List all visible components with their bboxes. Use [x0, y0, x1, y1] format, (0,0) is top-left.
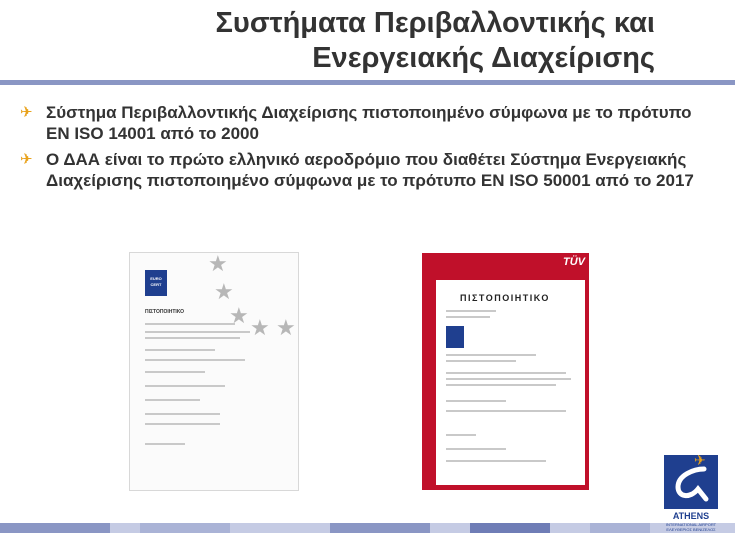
certificate-text-line	[145, 359, 245, 361]
certificate-text-line	[145, 423, 220, 425]
plane-icon: ✈	[694, 452, 706, 468]
bullet-item	[20, 150, 700, 191]
brand-subtitle	[664, 522, 718, 532]
certificate-heading: ΠΙΣΤΟΠΟΙΗΤΙΚΟ	[145, 309, 185, 315]
certificate-text-line	[446, 448, 506, 450]
certificate-text-line	[145, 349, 215, 351]
star-icon: ★	[250, 315, 270, 340]
plane-bullet-icon: ✈	[20, 104, 33, 121]
title-line-2: Ενεργειακής Διαχείρισης	[312, 42, 655, 74]
eurocert-logo-line1: EURO	[150, 276, 162, 281]
tuv-logo: TÜV	[563, 256, 585, 268]
title-line-1: Συστήματα Περιβαλλοντικής και	[215, 7, 655, 39]
certificate-text-line	[446, 460, 546, 462]
certificate-text-line	[145, 337, 240, 339]
brand-subtitle-line2: ΕΛΕΥΘΕΡΙΟΣ ΒΕΝΙΖΕΛΟΣ	[666, 527, 716, 532]
certificate-body	[436, 280, 585, 485]
star-icon: ★	[208, 251, 228, 276]
certificate-text-line	[446, 354, 536, 356]
bullet-text: Σύστημα Περιβαλλοντικής Διαχείρισης πιστοποιημένο σύμφωνα με το πρότυπο EN ISO 14001 από το 2000	[46, 103, 692, 143]
certificate-text-line	[446, 384, 556, 386]
plane-bullet-icon: ✈	[20, 151, 33, 168]
bullet-text: Ο ΔΑΑ είναι το πρώτο ελληνικό αεροδρόμιο που διαθέτει Σύστημα Ενεργειακής Διαχείρισης πιστοποιημένο σύμφωνα με το πρότυπο EN ISO 50001 από το 2017	[46, 150, 694, 190]
certificate-text-line	[145, 323, 235, 325]
certificate-text-line	[446, 378, 571, 380]
alpha-emblem	[664, 452, 718, 509]
stripe-segment	[0, 523, 110, 533]
athens-airport-logo	[664, 452, 718, 543]
certificate-heading: ΠΙΣΤΟΠΟΙΗΤΙΚΟ	[460, 293, 550, 303]
iso50001-certificate-image	[422, 253, 589, 490]
alpha-glyph-icon	[664, 452, 718, 509]
certificate-text-line	[145, 399, 200, 401]
eurocert-logo	[145, 270, 167, 296]
star-icon: ★	[229, 303, 249, 328]
stripe-segment	[140, 523, 230, 533]
brand-subtitle-line1: INTERNATIONAL AIRPORT	[665, 522, 717, 527]
certificate-text-line	[145, 331, 250, 333]
stripe-segment	[330, 523, 430, 533]
airport-emblem	[446, 326, 464, 348]
bullet-list	[20, 103, 700, 197]
certificate-text-line	[145, 413, 220, 415]
bullet-item	[20, 103, 700, 144]
brand-name: ATHENS	[672, 511, 710, 521]
certificate-text-line	[446, 360, 516, 362]
title-rule	[0, 80, 735, 85]
signature-line	[446, 434, 476, 436]
certificate-text-line	[145, 371, 205, 373]
star-icon: ★	[214, 279, 234, 304]
page-title	[216, 6, 655, 76]
certificate-text-line	[446, 400, 506, 402]
certificate-text-line	[446, 372, 566, 374]
signature-line	[145, 443, 185, 445]
certificate-text-line	[446, 310, 496, 312]
certificate-text-line	[446, 410, 566, 412]
star-icon: ★	[276, 315, 296, 340]
iso14001-certificate-image	[129, 252, 299, 491]
certificate-text-line	[145, 385, 225, 387]
stripe-segment	[470, 523, 550, 533]
certificate-text-line	[446, 316, 490, 318]
eurocert-logo-line2: CERT	[150, 282, 162, 287]
stripe-segment	[590, 523, 650, 533]
bottom-stripe	[0, 523, 735, 533]
